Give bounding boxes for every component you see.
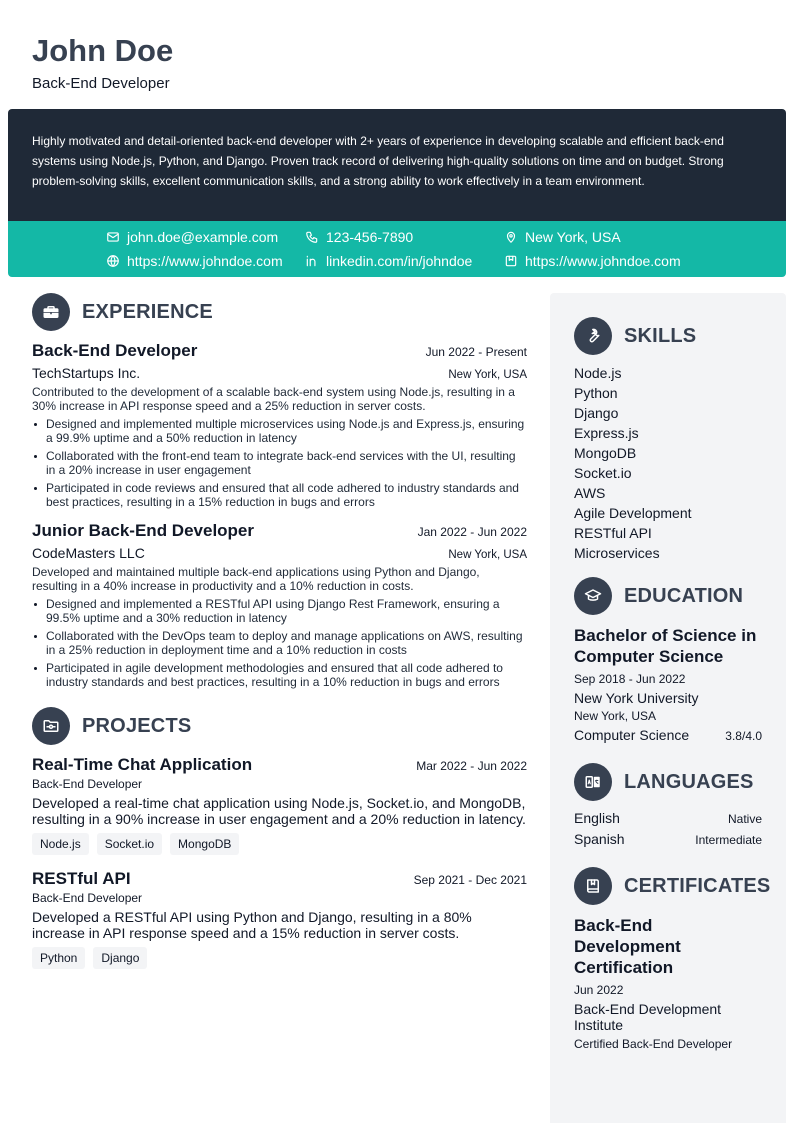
job-location: New York, USA (448, 369, 527, 381)
job-description: Developed and maintained multiple back-end applications using Python and Django, resulting in a 40% increase in productivity and a 10% reduction in costs. (32, 565, 480, 593)
skill-item: Node.js (574, 365, 622, 381)
job-bullet: Participated in agile development methodologies and ensured that all code adhered to industry standards and best practices, resulting in a 10% reduction in bugs and errors (32, 661, 527, 689)
job-bullets (32, 597, 527, 689)
skills-title: SKILLS (624, 324, 697, 347)
job-company: TechStartups Inc. (32, 365, 141, 381)
summary-box (8, 109, 786, 221)
globe-icon (106, 254, 120, 268)
skill-item: AWS (574, 485, 606, 501)
language-level: Native (727, 812, 762, 826)
mail-icon (106, 230, 120, 244)
project-description: Developed a RESTful API using Python and Django, resulting in a 80% increase in API response speed and a 15% reduction in server costs. (32, 909, 472, 941)
experience-item (32, 521, 527, 689)
contact-linkedin[interactable] (305, 252, 472, 270)
contact-email[interactable] (106, 228, 278, 246)
project-role: Back-End Developer (32, 891, 143, 905)
contact-email-text: john.doe@example.com (127, 229, 279, 245)
job-title: Junior Back-End Developer (32, 521, 255, 540)
job-bullet: Participated in code reviews and ensured that all code adhered to industry standards and best practices, resulting in a 15% reduction in bugs and errors (32, 481, 527, 509)
certificate-issuer: Back-End Development Institute (574, 1001, 722, 1033)
project-tag: Node.js (32, 833, 89, 855)
skill-item: Socket.io (574, 465, 632, 481)
skill-item: Agile Development (574, 505, 692, 521)
project-item (32, 755, 527, 855)
languages-header (574, 763, 762, 801)
education-school: New York University (574, 690, 699, 706)
portfolio-icon (504, 254, 518, 268)
education-degree: Bachelor of Science in Computer Science (574, 626, 757, 666)
candidate-title: Back-End Developer (32, 75, 170, 92)
job-bullets (32, 417, 527, 509)
contact-location (504, 228, 621, 246)
job-company: CodeMasters LLC (32, 545, 145, 561)
education-header (574, 577, 762, 615)
briefcase-icon (32, 293, 70, 331)
job-description: Contributed to the development of a scalable back-end system using Node.js, resulting in a 30% increase in API response speed and a 25% reduction in server costs. (32, 385, 515, 413)
translate-icon (574, 763, 612, 801)
education-field: Computer Science (574, 727, 690, 743)
experience-header (32, 293, 527, 331)
contact-portfolio-text: https://www.johndoe.com (525, 253, 681, 269)
project-tags (32, 947, 527, 969)
education-item (574, 625, 762, 746)
summary-text: Highly motivated and detail-oriented back-end developer with 2+ years of experience in developing scalable and efficient back-end systems using Node.js, Python, and Django. Proven track record of delivering high-quality solutions on time and on budget. Strong problem-solving skills, excellent communication skills, and a strong ability to work effectively in a team environment. (32, 134, 724, 188)
skill-item: Microservices (574, 545, 660, 561)
project-role: Back-End Developer (32, 777, 143, 791)
linkedin-icon (305, 254, 319, 268)
certificates-title: CERTIFICATES (624, 874, 771, 897)
main-column (32, 293, 527, 969)
project-date: Mar 2022 - Jun 2022 (416, 759, 527, 773)
skills-header (574, 317, 762, 355)
education-date: Sep 2018 - Jun 2022 (574, 672, 686, 686)
project-tag: Socket.io (97, 833, 162, 855)
project-title: Real-Time Chat Application (32, 755, 253, 774)
certificate-item (574, 915, 762, 1051)
job-bullet: Designed and implemented a RESTful API using Django Rest Framework, ensuring a 99.5% uptime and a 30% reduction in latency (32, 597, 527, 625)
language-item (574, 808, 762, 829)
contact-location-text: New York, USA (525, 229, 621, 245)
phone-icon (305, 230, 319, 244)
project-tag: MongoDB (170, 833, 239, 855)
education-gpa: 3.8/4.0 (725, 729, 762, 743)
graduation-cap-icon (574, 577, 612, 615)
contact-phone[interactable] (305, 228, 413, 246)
experience-item (32, 341, 527, 509)
language-level: Intermediate (695, 833, 762, 847)
contact-website[interactable] (106, 252, 283, 270)
skill-item: Express.js (574, 425, 639, 441)
skill-item: Python (574, 385, 618, 401)
certificate-credential: Certified Back-End Developer (574, 1037, 733, 1051)
project-title: RESTful API (32, 869, 131, 888)
project-tag: Python (32, 947, 85, 969)
folder-icon (32, 707, 70, 745)
job-title: Back-End Developer (32, 341, 198, 360)
contact-portfolio[interactable] (504, 252, 681, 270)
candidate-name: John Doe (32, 33, 174, 68)
job-date: Jun 2022 - Present (425, 345, 527, 359)
certificates-header (574, 867, 771, 905)
wrench-icon (574, 317, 612, 355)
languages-list (574, 808, 762, 850)
contact-linkedin-text: linkedin.com/in/johndoe (326, 253, 473, 269)
contact-bar (8, 221, 786, 277)
project-tags (32, 833, 527, 855)
contact-phone-text: 123-456-7890 (326, 229, 414, 245)
contact-website-text: https://www.johndoe.com (127, 253, 283, 269)
map-pin-icon (504, 230, 518, 244)
skill-item: Django (574, 405, 619, 421)
job-bullet: Collaborated with the DevOps team to deploy and manage applications on AWS, resulting in a 25% reduction in deployment time and a 10% reduction in costs (32, 629, 527, 657)
certificate-title: Back-End Development Certification (574, 916, 681, 977)
projects-title: PROJECTS (82, 714, 192, 737)
project-tag: Django (93, 947, 147, 969)
skill-item: MongoDB (574, 445, 637, 461)
project-description: Developed a real-time chat application using Node.js, Socket.io, and MongoDB, resulting in a 90% increase in user engagement and a 20% reduction in latency. (32, 795, 526, 827)
job-bullet: Designed and implemented multiple microservices using Node.js and Express.js, ensuring a 99.9% uptime and a 50% reduction in latency (32, 417, 527, 445)
skill-item: RESTful API (574, 525, 652, 541)
job-date: Jan 2022 - Jun 2022 (417, 525, 527, 539)
book-icon (574, 867, 612, 905)
skills-list (574, 363, 762, 563)
project-date: Sep 2021 - Dec 2021 (413, 873, 527, 887)
language-name: Spanish (574, 831, 625, 847)
language-item (574, 829, 762, 850)
job-bullet: Collaborated with the front-end team to integrate back-end services with the UI, resulting in a 20% increase in user engagement (32, 449, 527, 477)
projects-header (32, 707, 527, 745)
education-location: New York, USA (574, 709, 657, 723)
project-item (32, 869, 527, 969)
languages-title: LANGUAGES (624, 770, 754, 793)
experience-title: EXPERIENCE (82, 300, 213, 323)
job-location: New York, USA (448, 549, 527, 561)
header (32, 34, 173, 92)
education-title: EDUCATION (624, 584, 744, 607)
sidebar (550, 293, 786, 1123)
certificate-date: Jun 2022 (574, 983, 624, 997)
language-name: English (574, 810, 620, 826)
